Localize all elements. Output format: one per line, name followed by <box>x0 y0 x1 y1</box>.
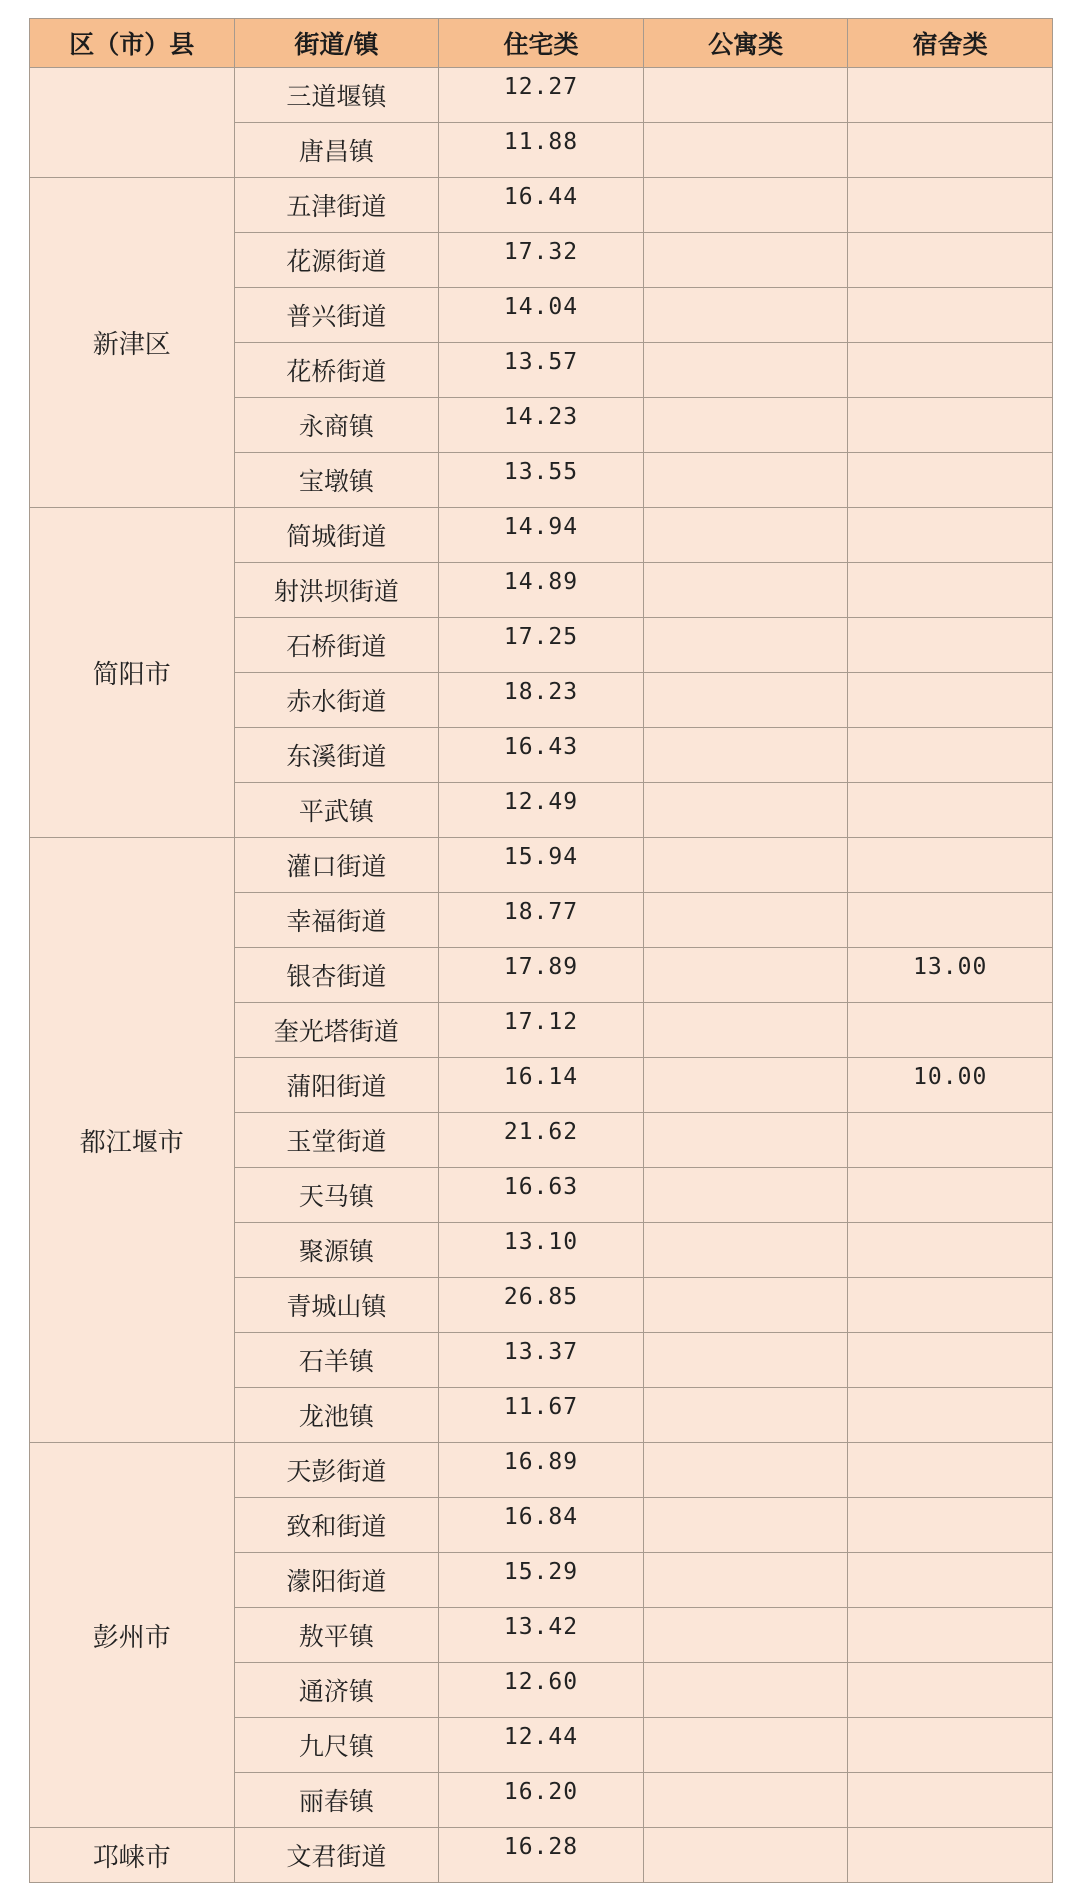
apartment-cell <box>643 1003 848 1058</box>
apartment-cell <box>643 673 848 728</box>
residential-cell: 21.62 <box>439 1113 644 1168</box>
apartment-cell <box>643 1333 848 1388</box>
district-cell: 邛崃市 <box>30 1828 235 1883</box>
dormitory-cell <box>848 618 1053 673</box>
residential-cell: 12.60 <box>439 1663 644 1718</box>
dormitory-cell <box>848 1223 1053 1278</box>
table-row <box>30 68 1053 123</box>
apartment-cell <box>643 1608 848 1663</box>
dormitory-cell <box>848 563 1053 618</box>
residential-cell: 16.28 <box>439 1828 644 1883</box>
residential-cell: 17.89 <box>439 948 644 1003</box>
street-cell: 九尺镇 <box>234 1718 439 1773</box>
apartment-cell <box>643 1498 848 1553</box>
residential-cell: 16.89 <box>439 1443 644 1498</box>
apartment-cell <box>643 508 848 563</box>
residential-cell: 18.23 <box>439 673 644 728</box>
dormitory-cell <box>848 783 1053 838</box>
apartment-cell <box>643 1663 848 1718</box>
residential-cell: 13.55 <box>439 453 644 508</box>
street-cell: 花桥街道 <box>234 343 439 398</box>
street-cell: 文君街道 <box>234 1828 439 1883</box>
street-cell: 银杏街道 <box>234 948 439 1003</box>
dormitory-cell <box>848 893 1053 948</box>
street-cell: 玉堂街道 <box>234 1113 439 1168</box>
apartment-cell <box>643 233 848 288</box>
table-body <box>30 68 1053 1883</box>
street-cell: 奎光塔街道 <box>234 1003 439 1058</box>
residential-cell: 15.29 <box>439 1553 644 1608</box>
residential-cell: 14.23 <box>439 398 644 453</box>
street-cell: 灌口街道 <box>234 838 439 893</box>
dormitory-cell <box>848 178 1053 233</box>
district-cell <box>30 68 235 178</box>
dormitory-cell: 13.00 <box>848 948 1053 1003</box>
district-cell: 新津区 <box>30 178 235 508</box>
header-street: 街道/镇 <box>234 19 439 68</box>
residential-cell: 16.43 <box>439 728 644 783</box>
table-row <box>30 838 1053 893</box>
apartment-cell <box>643 1388 848 1443</box>
street-cell: 丽春镇 <box>234 1773 439 1828</box>
street-cell: 龙池镇 <box>234 1388 439 1443</box>
apartment-cell <box>643 1773 848 1828</box>
residential-cell: 13.37 <box>439 1333 644 1388</box>
header-row <box>30 19 1053 68</box>
table-row <box>30 178 1053 233</box>
table-row <box>30 508 1053 563</box>
street-cell: 三道堰镇 <box>234 68 439 123</box>
apartment-cell <box>643 618 848 673</box>
residential-cell: 12.27 <box>439 68 644 123</box>
dormitory-cell <box>848 233 1053 288</box>
residential-cell: 11.88 <box>439 123 644 178</box>
apartment-cell <box>643 728 848 783</box>
residential-cell: 17.12 <box>439 1003 644 1058</box>
apartment-cell <box>643 563 848 618</box>
apartment-cell <box>643 1443 848 1498</box>
dormitory-cell <box>848 343 1053 398</box>
dormitory-cell <box>848 1168 1053 1223</box>
district-cell: 彭州市 <box>30 1443 235 1828</box>
residential-cell: 14.04 <box>439 288 644 343</box>
district-cell: 简阳市 <box>30 508 235 838</box>
dormitory-cell <box>848 1828 1053 1883</box>
apartment-cell <box>643 68 848 123</box>
dormitory-cell <box>848 1388 1053 1443</box>
residential-cell: 13.42 <box>439 1608 644 1663</box>
apartment-cell <box>643 288 848 343</box>
street-cell: 天马镇 <box>234 1168 439 1223</box>
street-cell: 简城街道 <box>234 508 439 563</box>
rent-table-container <box>29 18 1053 1883</box>
apartment-cell <box>643 948 848 1003</box>
dormitory-cell <box>848 1498 1053 1553</box>
street-cell: 石羊镇 <box>234 1333 439 1388</box>
residential-cell: 14.89 <box>439 563 644 618</box>
dormitory-cell <box>848 1113 1053 1168</box>
residential-cell: 17.32 <box>439 233 644 288</box>
residential-cell: 16.63 <box>439 1168 644 1223</box>
dormitory-cell: 10.00 <box>848 1058 1053 1113</box>
residential-cell: 11.67 <box>439 1388 644 1443</box>
residential-cell: 15.94 <box>439 838 644 893</box>
residential-cell: 16.84 <box>439 1498 644 1553</box>
dormitory-cell <box>848 1608 1053 1663</box>
dormitory-cell <box>848 398 1053 453</box>
table-row <box>30 1828 1053 1883</box>
residential-cell: 16.44 <box>439 178 644 233</box>
street-cell: 普兴街道 <box>234 288 439 343</box>
residential-cell: 12.44 <box>439 1718 644 1773</box>
dormitory-cell <box>848 1663 1053 1718</box>
street-cell: 赤水街道 <box>234 673 439 728</box>
street-cell: 平武镇 <box>234 783 439 838</box>
apartment-cell <box>643 838 848 893</box>
residential-cell: 12.49 <box>439 783 644 838</box>
dormitory-cell <box>848 508 1053 563</box>
street-cell: 五津街道 <box>234 178 439 233</box>
dormitory-cell <box>848 1773 1053 1828</box>
street-cell: 聚源镇 <box>234 1223 439 1278</box>
residential-cell: 16.20 <box>439 1773 644 1828</box>
apartment-cell <box>643 1223 848 1278</box>
dormitory-cell <box>848 838 1053 893</box>
apartment-cell <box>643 123 848 178</box>
residential-cell: 16.14 <box>439 1058 644 1113</box>
apartment-cell <box>643 1168 848 1223</box>
apartment-cell <box>643 783 848 838</box>
apartment-cell <box>643 1278 848 1333</box>
apartment-cell <box>643 1828 848 1883</box>
residential-cell: 26.85 <box>439 1278 644 1333</box>
table-row <box>30 1443 1053 1498</box>
apartment-cell <box>643 398 848 453</box>
apartment-cell <box>643 1113 848 1168</box>
dormitory-cell <box>848 453 1053 508</box>
apartment-cell <box>643 343 848 398</box>
header-district: 区（市）县 <box>30 19 235 68</box>
street-cell: 宝墩镇 <box>234 453 439 508</box>
apartment-cell <box>643 453 848 508</box>
header-residential: 住宅类 <box>439 19 644 68</box>
street-cell: 蒲阳街道 <box>234 1058 439 1113</box>
residential-cell: 13.10 <box>439 1223 644 1278</box>
street-cell: 幸福街道 <box>234 893 439 948</box>
street-cell: 青城山镇 <box>234 1278 439 1333</box>
dormitory-cell <box>848 68 1053 123</box>
street-cell: 敖平镇 <box>234 1608 439 1663</box>
header-apartment: 公寓类 <box>643 19 848 68</box>
dormitory-cell <box>848 1278 1053 1333</box>
header-dormitory: 宿舍类 <box>848 19 1053 68</box>
apartment-cell <box>643 1718 848 1773</box>
apartment-cell <box>643 893 848 948</box>
apartment-cell <box>643 178 848 233</box>
dormitory-cell <box>848 673 1053 728</box>
dormitory-cell <box>848 1553 1053 1608</box>
residential-cell: 17.25 <box>439 618 644 673</box>
apartment-cell <box>643 1553 848 1608</box>
dormitory-cell <box>848 1718 1053 1773</box>
residential-cell: 18.77 <box>439 893 644 948</box>
dormitory-cell <box>848 123 1053 178</box>
table-header <box>30 19 1053 68</box>
street-cell: 花源街道 <box>234 233 439 288</box>
street-cell: 射洪坝街道 <box>234 563 439 618</box>
dormitory-cell <box>848 728 1053 783</box>
street-cell: 天彭街道 <box>234 1443 439 1498</box>
residential-cell: 13.57 <box>439 343 644 398</box>
dormitory-cell <box>848 1333 1053 1388</box>
dormitory-cell <box>848 288 1053 343</box>
street-cell: 通济镇 <box>234 1663 439 1718</box>
street-cell: 唐昌镇 <box>234 123 439 178</box>
apartment-cell <box>643 1058 848 1113</box>
street-cell: 永商镇 <box>234 398 439 453</box>
district-cell: 都江堰市 <box>30 838 235 1443</box>
residential-cell: 14.94 <box>439 508 644 563</box>
street-cell: 濛阳街道 <box>234 1553 439 1608</box>
dormitory-cell <box>848 1443 1053 1498</box>
street-cell: 致和街道 <box>234 1498 439 1553</box>
street-cell: 东溪街道 <box>234 728 439 783</box>
street-cell: 石桥街道 <box>234 618 439 673</box>
dormitory-cell <box>848 1003 1053 1058</box>
rent-table <box>29 18 1053 1883</box>
